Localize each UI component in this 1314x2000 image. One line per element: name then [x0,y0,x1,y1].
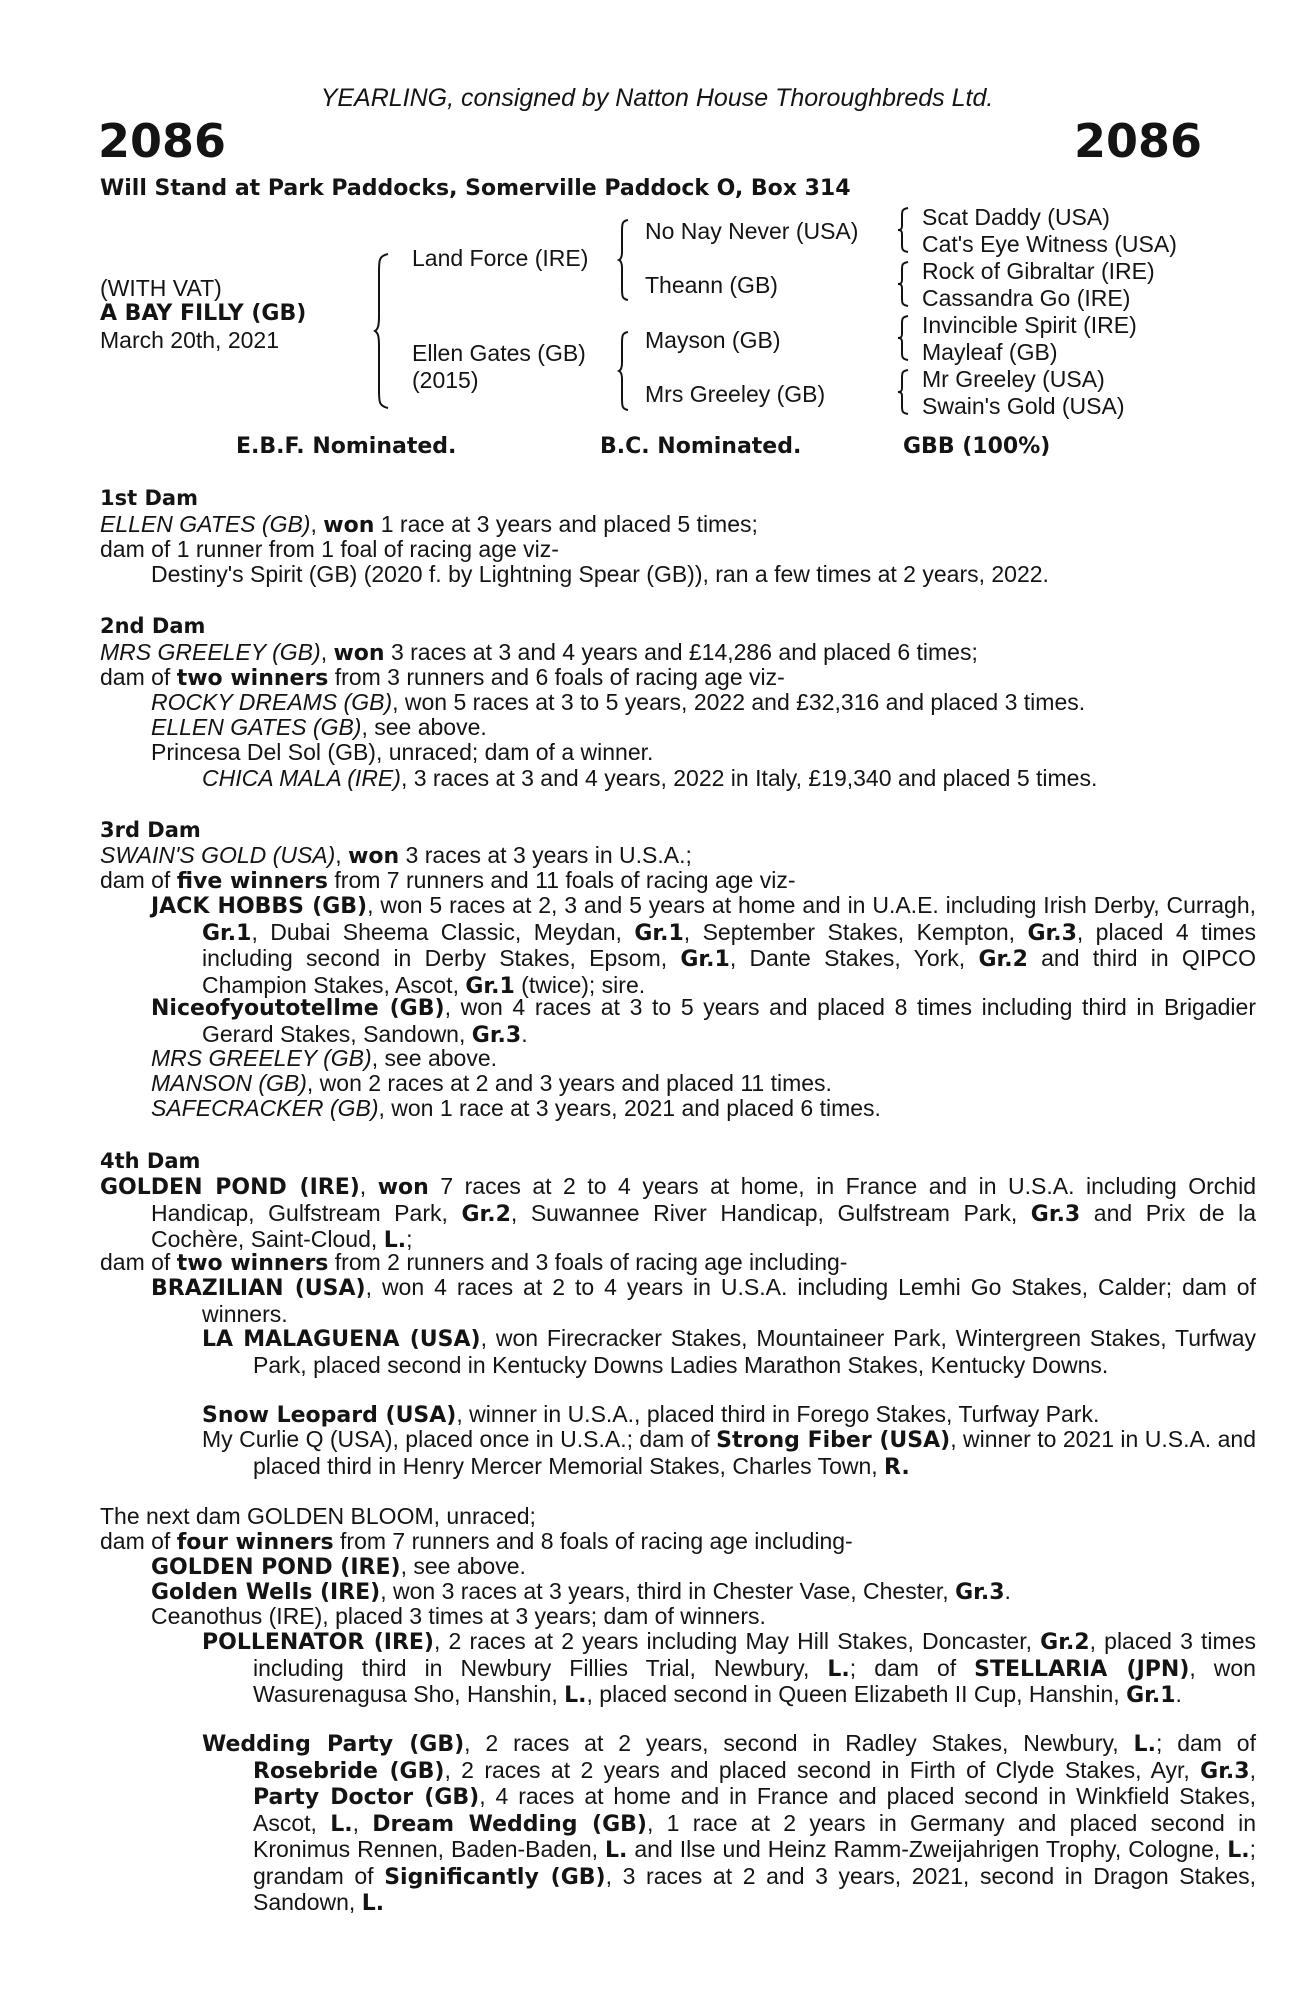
first-dam-produce-1: Destiny's Spirit (GB) (2020 f. by Lightning Spear (GB)), ran a few times at 2 years, 2022. [151,561,1049,587]
fourth-dam-produce-summary: dam of two winners from 2 runners and 3 foals of racing age including- [100,1249,848,1276]
second-dam-produce-2: ELLEN GATES (GB), see above. [151,714,487,740]
bracket-main [374,252,390,410]
ebf-nomination: E.B.F. Nominated. [236,434,457,459]
third-dam-produce-manson: MANSON (GB), won 2 races at 2 and 3 years and placed 11 times. [151,1070,832,1096]
next-dam-produce-golden-pond: GOLDEN POND (IRE), see above. [151,1553,526,1580]
next-dam-line: The next dam GOLDEN BLOOM, unraced; [100,1503,536,1529]
third-gen-5: Invincible Spirit (IRE) [922,312,1137,338]
next-dam-produce-pollenator: POLLENATOR (IRE), 2 races at 2 years including May Hill Stakes, Doncaster, Gr.2, placed 3 times including third in Newbury Fillies Trial, Newbury, L.; dam of STELLARIA (JPN), won Wasurenagusa Sho, Hanshin, L., placed second in Queen Elizabeth II Cup, Hanshin, Gr.1. [202,1628,1256,1708]
bracket-g2 [896,260,910,308]
first-dam-produce-summary: dam of 1 runner from 1 foal of racing age viz- [100,536,559,562]
dam-dam: Mrs Greeley (GB) [645,381,826,407]
third-dam-produce-niceofyoutotellme: Niceofyoutotellme (GB), won 4 races at 3 to 5 years and placed 8 times including third in Brigadier Gerard Stakes, Sandown, Gr.3. [151,994,1256,1048]
bracket-g3 [896,314,910,362]
bc-nomination: B.C. Nominated. [600,434,802,459]
sire-sire: No Nay Never (USA) [645,218,859,244]
bracket-dam [618,330,630,412]
second-dam-produce-1: ROCKY DREAMS (GB), won 5 races at 3 to 5 years, 2022 and £32,316 and placed 3 times. [151,689,1086,715]
vat-note: (WITH VAT) [100,275,222,301]
bracket-sire [618,218,630,302]
next-dam-produce-golden-wells: Golden Wells (IRE), won 3 races at 3 years, third in Chester Vase, Chester, Gr.3. [151,1578,1011,1605]
dam-year: (2015) [412,367,479,393]
second-dam-heading: 2nd Dam [100,614,206,638]
third-gen-6: Mayleaf (GB) [922,339,1058,365]
dam: Ellen Gates (GB) [412,340,586,366]
third-dam-produce-jack-hobbs: JACK HOBBS (GB), won 5 races at 2, 3 and 5 years at home and in U.A.E. including Irish Derby, Curragh, Gr.1, Dubai Sheema Classic, Meydan, Gr.1, September Stakes, Kempton, Gr.3, placed 4 times including second in Derby Stakes, Epsom, Gr.1, Dante Stakes, York, Gr.2 and third in QIPCO Champion Stakes, Ascot, Gr.1 (twice); sire. [151,892,1257,999]
fourth-dam-produce-my-curlie-q: My Curlie Q (USA), placed once in U.S.A.; dam of Strong Fiber (USA), winner to 2021 in U.S.A. and placed third in Henry Mercer Memorial Stakes, Charles Town, R. [202,1426,1256,1480]
third-dam-produce-summary: dam of five winners from 7 runners and 11 foals of racing age viz- [100,867,796,894]
sire-dam: Theann (GB) [645,272,778,298]
dam-sire: Mayson (GB) [645,327,781,353]
third-gen-3: Rock of Gibraltar (IRE) [922,258,1155,284]
third-dam-produce-safecracker: SAFECRACKER (GB), won 1 race at 3 years, 2021 and placed 6 times. [151,1095,881,1121]
third-dam-produce-mrs-greeley: MRS GREELEY (GB), see above. [151,1045,497,1071]
lot-number-left: 2086 [98,114,227,168]
second-dam-line: MRS GREELEY (GB), won 3 races at 3 and 4 years and £14,286 and placed 6 times; [100,639,978,666]
next-dam-produce-summary: dam of four winners from 7 runners and 8 foals of racing age including- [100,1528,853,1555]
fourth-dam-heading: 4th Dam [100,1149,201,1173]
fourth-dam-produce-la-malaguena: LA MALAGUENA (USA), won Firecracker Stakes, Mountaineer Park, Wintergreen Stakes, Turfway Park, placed second in Kentucky Downs Ladies Marathon Stakes, Kentucky Downs. [202,1325,1256,1378]
sire: Land Force (IRE) [412,245,589,271]
third-gen-2: Cat's Eye Witness (USA) [922,231,1177,257]
second-dam-produce-summary: dam of two winners from 3 runners and 6 foals of racing age viz- [100,664,785,691]
fourth-dam-produce-snow-leopard: Snow Leopard (USA), winner in U.S.A., placed third in Forego Stakes, Turfway Park. [202,1401,1100,1428]
second-dam-grandproduce: CHICA MALA (IRE), 3 races at 3 and 4 years, 2022 in Italy, £19,340 and placed 5 times. [202,765,1098,791]
first-dam-line: ELLEN GATES (GB), won 1 race at 3 years and placed 5 times; [100,511,758,538]
consignor-line: YEARLING, consigned by Natton House Thoroughbreds Ltd. [320,84,994,112]
third-gen-8: Swain's Gold (USA) [922,393,1125,419]
first-dam-heading: 1st Dam [100,486,198,510]
fourth-dam-produce-brazilian: BRAZILIAN (USA), won 4 races at 2 to 4 years in U.S.A. including Lemhi Go Stakes, Calder; dam of winners. [151,1274,1256,1327]
foaling-date: March 20th, 2021 [100,327,280,353]
gbb-rating: GBB (100%) [903,434,1051,459]
lot-number-right: 2086 [1073,114,1202,168]
lot-name: A BAY FILLY (GB) [100,301,307,326]
stand-location: Will Stand at Park Paddocks, Somerville Paddock O, Box 314 [100,176,851,201]
bracket-g1 [896,206,910,254]
third-gen-7: Mr Greeley (USA) [922,366,1105,392]
fourth-dam-golden-pond: GOLDEN POND (IRE), won 7 races at 2 to 4 years at home, in France and in U.S.A. including Orchid Handicap, Gulfstream Park, Gr.2, Suwannee River Handicap, Gulfstream Park, Gr.3 and Prix de la Cochère, Saint-Cloud, L.; [100,1173,1257,1253]
third-gen-1: Scat Daddy (USA) [922,204,1110,230]
bracket-g4 [896,368,910,416]
third-gen-4: Cassandra Go (IRE) [922,285,1131,311]
next-dam-produce-wedding-party: Wedding Party (GB), 2 races at 2 years, second in Radley Stakes, Newbury, L.; dam of Rosebride (GB), 2 races at 2 years and placed second in Firth of Clyde Stakes, Ayr, Gr.3, Party Doctor (GB), 4 races at home and in France and placed second in Winkfield Stakes, Ascot, L., Dream Wedding (GB), 1 race at 2 years in Germany and placed second in Kronimus Rennen, Baden-Baden, L. and Ilse und Heinz Ramm-Zweijahrigen Trophy, Cologne, L.; grandam of Significantly (GB), 3 races at 2 and 3 years, 2021, second in Dragon Stakes, Sandown, L. [202,1730,1257,1916]
next-dam-produce-ceanothus: Ceanothus (IRE), placed 3 times at 3 years; dam of winners. [151,1603,766,1629]
second-dam-produce-3: Princesa Del Sol (GB), unraced; dam of a winner. [151,739,654,765]
third-dam-line: SWAIN'S GOLD (USA), won 3 races at 3 years in U.S.A.; [100,842,692,869]
third-dam-heading: 3rd Dam [100,818,201,842]
